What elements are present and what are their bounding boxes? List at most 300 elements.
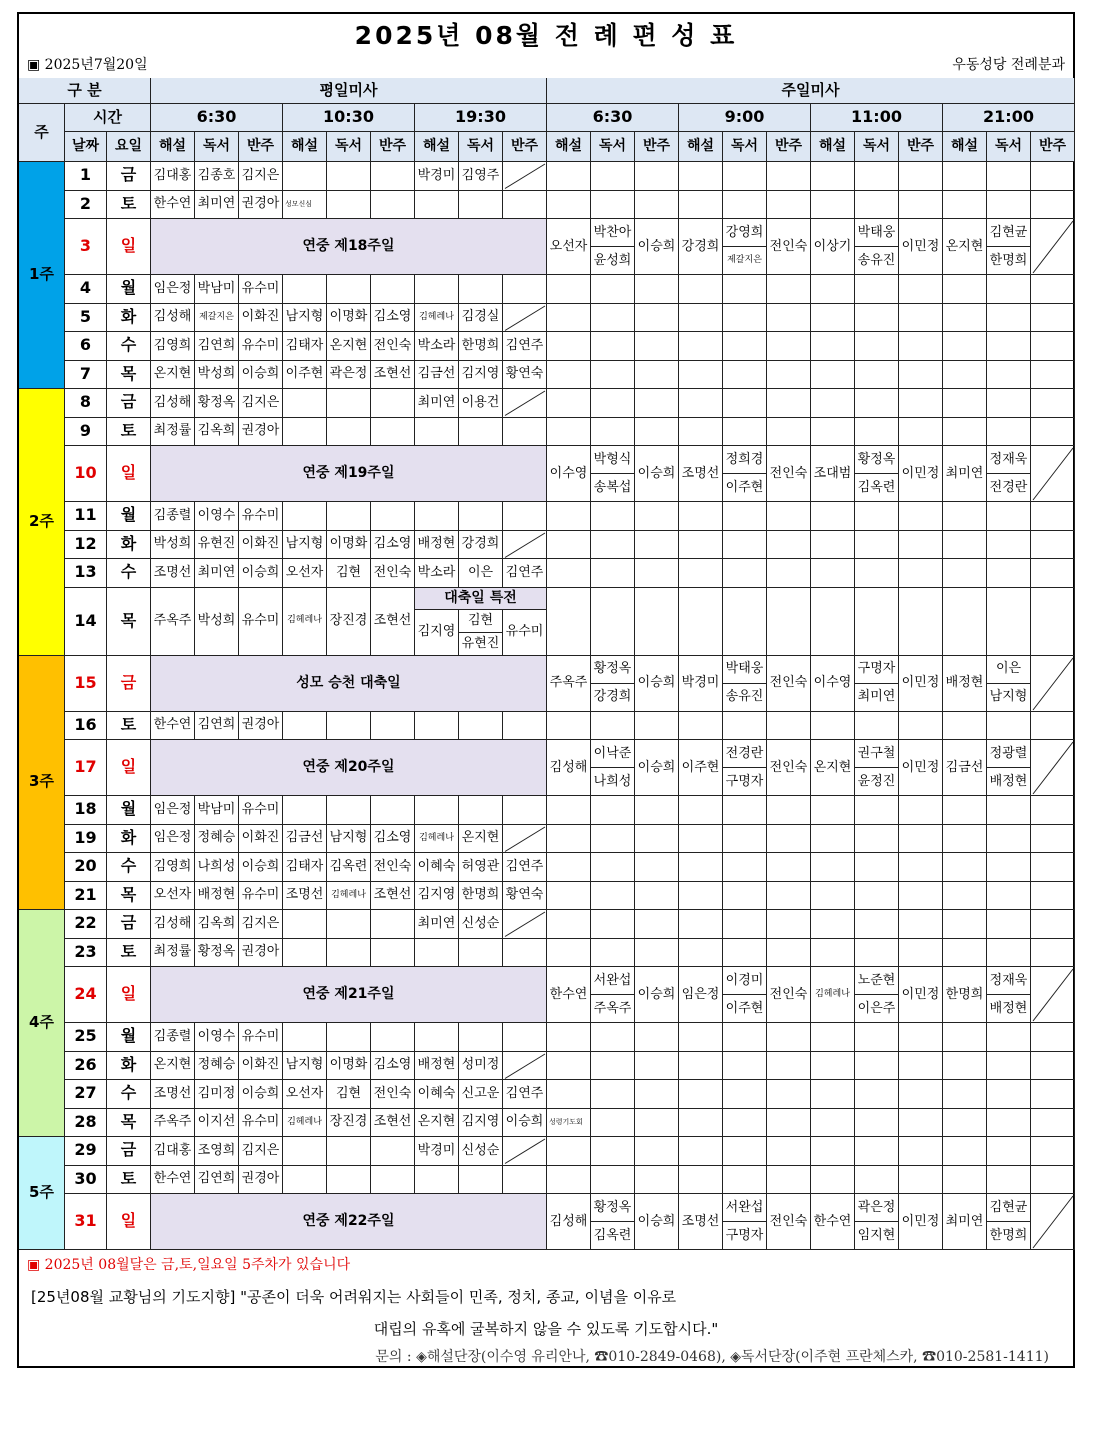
sunday-slot-empty [591, 1109, 635, 1138]
header-gubun: 구 분 [19, 78, 151, 104]
weekday-slot [371, 191, 415, 220]
sunday-slot-empty [679, 531, 723, 560]
sunday-slot-empty [767, 389, 811, 418]
sunday-commentary: 임은정 [679, 967, 723, 1023]
header-role-reading: 독서 [327, 132, 371, 162]
sunday-slot-empty [987, 825, 1031, 854]
date-cell: 5 [65, 304, 107, 333]
header-role-reading: 독서 [855, 132, 899, 162]
sunday-slot-empty [987, 910, 1031, 939]
weekday-slot [503, 191, 547, 220]
weekday-slot: 박소라 [415, 332, 459, 361]
weekday-slot [371, 1166, 415, 1195]
weekday-slot: 최정률 [151, 939, 195, 968]
weekday-slot: 최미연 [195, 191, 239, 220]
sunday-slot-empty [811, 559, 855, 588]
sunday-slot-empty [899, 939, 943, 968]
sunday-slot-empty [591, 162, 635, 191]
sunday-reader-1: 황정옥 [591, 656, 635, 684]
header-role-commentary: 해설 [943, 132, 987, 162]
sunday-slot-empty [943, 361, 987, 390]
sunday-slot-empty [767, 796, 811, 825]
header-time-4: 9:00 [679, 104, 811, 132]
schedule-sheet [17, 12, 1075, 1368]
header-role-accompaniment: 반주 [635, 132, 679, 162]
extra-note: 성령기도회 [547, 1109, 591, 1138]
sunday-reader-2: 송유진 [855, 247, 899, 275]
sunday-slot-empty [547, 389, 591, 418]
weekday-slot: 김헤레나 [283, 1109, 327, 1138]
weekday-slot: 이명화 [327, 304, 371, 333]
sunday-slot-empty [547, 418, 591, 447]
sunday-slot-empty [855, 1137, 899, 1166]
date-cell: 22 [65, 910, 107, 939]
sunday-slot-empty [987, 1052, 1031, 1081]
weekday-slot: 정혜승 [195, 825, 239, 854]
weekday-slot: 조명선 [151, 559, 195, 588]
sunday-slot-empty [547, 939, 591, 968]
sunday-accompaniment: 전인숙 [767, 1194, 811, 1250]
sunday-slot-empty [855, 588, 899, 656]
sunday-reader-2: 윤성희 [591, 247, 635, 275]
weekday-slot: 한수연 [151, 191, 195, 220]
weekday-slot: 김금선 [283, 825, 327, 854]
sunday-slot-empty [987, 588, 1031, 656]
date-cell: 15 [65, 656, 107, 712]
weekday-slot: 김헤레나 [327, 882, 371, 911]
sunday-slot-empty [591, 191, 635, 220]
sunday-slot-empty [987, 939, 1031, 968]
header-time-6: 21:00 [943, 104, 1075, 132]
date-cell: 21 [65, 882, 107, 911]
sunday-slot-empty [723, 1166, 767, 1195]
sunday-commentary: 김성해 [547, 740, 591, 796]
weekday-slot: 이영수 [195, 502, 239, 531]
weekday-slot: 최정률 [151, 418, 195, 447]
sunday-slot-empty [811, 910, 855, 939]
weekday-reader-2: 유현진 [459, 633, 503, 656]
sunday-slot-empty [723, 162, 767, 191]
sunday-slot-empty [1031, 825, 1075, 854]
sunday-slot-empty [635, 275, 679, 304]
sunday-accompaniment: 이민정 [899, 1194, 943, 1250]
weekday-slot [283, 796, 327, 825]
weekday-slot: 온지현 [327, 332, 371, 361]
weekday-slot [283, 1166, 327, 1195]
weekday-slot: 김소영 [371, 1052, 415, 1081]
date-cell: 6 [65, 332, 107, 361]
sunday-slot-empty [855, 162, 899, 191]
weekday-slot: 유수미 [503, 610, 547, 656]
sunday-reader-1: 서완섭 [723, 1194, 767, 1222]
sunday-slot-empty [899, 853, 943, 882]
sunday-commentary: 조대범 [811, 446, 855, 502]
sunday-title: 연중 제19주일 [151, 446, 547, 502]
sunday-commentary: 온지현 [943, 219, 987, 275]
weekday-slot-empty [503, 910, 547, 939]
weekday-slot [327, 796, 371, 825]
day-cell: 토 [107, 712, 151, 741]
date-cell: 29 [65, 1137, 107, 1166]
date-cell: 23 [65, 939, 107, 968]
sunday-slot-empty [1031, 332, 1075, 361]
day-cell: 일 [107, 967, 151, 1023]
day-cell: 화 [107, 1052, 151, 1081]
sunday-reader-2: 남지형 [987, 684, 1031, 712]
weekday-slot [327, 502, 371, 531]
sunday-slot-empty [987, 882, 1031, 911]
weekday-slot: 배정현 [415, 1052, 459, 1081]
sunday-accompaniment-empty [1031, 1194, 1075, 1250]
sunday-slot-empty [899, 275, 943, 304]
weekday-slot: 오선자 [283, 1080, 327, 1109]
sunday-reader-2: 강경희 [591, 684, 635, 712]
sunday-slot-empty [635, 825, 679, 854]
sunday-reader-2: 나희성 [591, 768, 635, 796]
sunday-slot-empty [899, 1109, 943, 1138]
weekday-slot: 김태자 [283, 853, 327, 882]
weekday-slot: 김옥련 [327, 853, 371, 882]
sunday-slot-empty [547, 162, 591, 191]
sunday-slot-empty [679, 191, 723, 220]
weekday-slot-empty [503, 389, 547, 418]
sunday-slot-empty [855, 882, 899, 911]
sunday-slot-empty [767, 304, 811, 333]
sunday-slot-empty [855, 1023, 899, 1052]
sunday-slot-empty [855, 191, 899, 220]
sunday-slot-empty [767, 712, 811, 741]
weekday-slot: 신성순 [459, 910, 503, 939]
sunday-slot-empty [987, 162, 1031, 191]
sunday-slot-empty [811, 1052, 855, 1081]
header-role-reading: 독서 [723, 132, 767, 162]
header-weekday-mass: 평일미사 [151, 78, 547, 104]
sunday-accompaniment: 이민정 [899, 967, 943, 1023]
sunday-slot-empty [591, 418, 635, 447]
weekday-slot: 한명희 [459, 332, 503, 361]
sunday-slot-empty [635, 1023, 679, 1052]
sunday-slot-empty [1031, 304, 1075, 333]
date-cell: 25 [65, 1023, 107, 1052]
sunday-accompaniment: 이민정 [899, 446, 943, 502]
weekday-slot: 최미연 [415, 910, 459, 939]
sunday-slot-empty [1031, 361, 1075, 390]
weekday-slot-empty [503, 1052, 547, 1081]
sunday-reader-2: 송복섭 [591, 474, 635, 502]
weekday-slot: 유수미 [239, 1109, 283, 1138]
sunday-slot-empty [855, 389, 899, 418]
weekday-slot: 이영수 [195, 1023, 239, 1052]
header-time-2: 19:30 [415, 104, 547, 132]
sunday-reader-2: 이은주 [855, 995, 899, 1023]
weekday-slot [327, 939, 371, 968]
sunday-slot-empty [855, 939, 899, 968]
sunday-reader-2: 한명희 [987, 1222, 1031, 1250]
day-cell: 금 [107, 910, 151, 939]
weekday-slot: 김지은 [239, 910, 283, 939]
header-role-commentary: 해설 [679, 132, 723, 162]
sunday-slot-empty [723, 882, 767, 911]
day-cell: 일 [107, 219, 151, 275]
sunday-slot-empty [767, 502, 811, 531]
weekday-slot: 허영관 [459, 853, 503, 882]
sunday-slot-empty [943, 853, 987, 882]
weekday-slot [459, 939, 503, 968]
weekday-slot [371, 389, 415, 418]
date-cell: 10 [65, 446, 107, 502]
sunday-slot-empty [855, 275, 899, 304]
weekday-slot [415, 1023, 459, 1052]
sunday-reader-1: 김현균 [987, 219, 1031, 247]
header-sunday-mass: 주일미사 [547, 78, 1075, 104]
weekday-slot-empty [503, 825, 547, 854]
weekday-slot: 남지형 [283, 531, 327, 560]
sunday-reader-1: 박형식 [591, 446, 635, 474]
sunday-commentary: 이주현 [679, 740, 723, 796]
sunday-slot-empty [679, 910, 723, 939]
weekday-slot: 신고운 [459, 1080, 503, 1109]
weekday-slot [415, 939, 459, 968]
weekday-slot: 김종호 [195, 162, 239, 191]
sunday-slot-empty [547, 502, 591, 531]
weekday-slot: 유수미 [239, 588, 283, 656]
sunday-slot-empty [855, 1166, 899, 1195]
sunday-slot-empty [547, 1023, 591, 1052]
weekday-slot: 한명희 [459, 882, 503, 911]
weekday-slot: 김영주 [459, 162, 503, 191]
date-cell: 31 [65, 1194, 107, 1250]
sunday-slot-empty [723, 191, 767, 220]
sunday-reader-1: 이낙준 [591, 740, 635, 768]
sunday-slot-empty [723, 712, 767, 741]
weekday-slot: 김대홍 [151, 1137, 195, 1166]
weekday-slot: 전인숙 [371, 559, 415, 588]
week-label: 4주 [19, 910, 65, 1137]
sunday-slot-empty [679, 712, 723, 741]
sunday-slot-empty [679, 304, 723, 333]
sunday-slot-empty [767, 275, 811, 304]
weekday-slot: 김성해 [151, 910, 195, 939]
weekday-slot: 김연주 [503, 853, 547, 882]
weekday-slot: 김지영 [459, 1109, 503, 1138]
day-cell: 화 [107, 531, 151, 560]
date-cell: 4 [65, 275, 107, 304]
weekday-slot [283, 1023, 327, 1052]
sunday-slot-empty [591, 853, 635, 882]
sunday-slot-empty [943, 275, 987, 304]
sunday-reader-2: 김옥련 [855, 474, 899, 502]
sunday-reader-1: 전경란 [723, 740, 767, 768]
sunday-accompaniment-empty [1031, 967, 1075, 1023]
sunday-slot-empty [591, 1137, 635, 1166]
sunday-slot-empty [855, 361, 899, 390]
sunday-slot-empty [987, 1080, 1031, 1109]
sunday-slot-empty [635, 191, 679, 220]
weekday-slot: 김지영 [415, 610, 459, 656]
sunday-slot-empty [1031, 939, 1075, 968]
sunday-slot-empty [987, 853, 1031, 882]
sunday-slot-empty [899, 1080, 943, 1109]
sunday-slot-empty [767, 588, 811, 656]
weekday-slot: 박성희 [151, 531, 195, 560]
sunday-slot-empty [591, 712, 635, 741]
weekday-slot [459, 275, 503, 304]
sunday-slot-empty [723, 1023, 767, 1052]
sunday-commentary: 온지현 [811, 740, 855, 796]
sunday-slot-empty [943, 910, 987, 939]
weekday-slot: 장진경 [327, 1109, 371, 1138]
weekday-slot: 권경아 [239, 939, 283, 968]
sunday-slot-empty [987, 531, 1031, 560]
weekday-slot [415, 418, 459, 447]
weekday-slot [283, 712, 327, 741]
sunday-slot-empty [679, 1080, 723, 1109]
weekday-slot [371, 1023, 415, 1052]
sunday-reader-2: 김옥련 [591, 1222, 635, 1250]
sunday-slot-empty [679, 882, 723, 911]
sunday-slot-empty [1031, 275, 1075, 304]
weekday-slot [459, 191, 503, 220]
sunday-slot-empty [899, 332, 943, 361]
weekday-slot: 남지형 [283, 1052, 327, 1081]
header-role-commentary: 해설 [547, 132, 591, 162]
day-cell: 목 [107, 882, 151, 911]
sunday-slot-empty [723, 910, 767, 939]
weekday-slot: 전인숙 [371, 1080, 415, 1109]
sunday-accompaniment: 이승희 [635, 219, 679, 275]
sunday-slot-empty [723, 1080, 767, 1109]
weekday-slot [283, 1137, 327, 1166]
schedule-table [19, 14, 1073, 1366]
sunday-commentary: 박경미 [679, 656, 723, 712]
weekday-slot [371, 275, 415, 304]
weekday-slot: 김지영 [459, 361, 503, 390]
weekday-slot: 권경아 [239, 1166, 283, 1195]
weekday-slot: 임은정 [151, 275, 195, 304]
sunday-title: 연중 제18주일 [151, 219, 547, 275]
sunday-slot-empty [943, 1080, 987, 1109]
sunday-slot-empty [591, 332, 635, 361]
sunday-reader-1: 곽은정 [855, 1194, 899, 1222]
weekday-slot: 유수미 [239, 796, 283, 825]
day-cell: 금 [107, 389, 151, 418]
sunday-title: 연중 제22주일 [151, 1194, 547, 1250]
week-label: 3주 [19, 656, 65, 911]
sunday-slot-empty [591, 531, 635, 560]
sunday-slot-empty [943, 502, 987, 531]
sunday-slot-empty [987, 418, 1031, 447]
sunday-slot-empty [899, 1052, 943, 1081]
sunday-slot-empty [547, 1166, 591, 1195]
sunday-slot-empty [547, 796, 591, 825]
sunday-slot-empty [547, 1080, 591, 1109]
header-time-0: 6:30 [151, 104, 283, 132]
weekday-slot: 남지형 [327, 825, 371, 854]
sunday-slot-empty [943, 588, 987, 656]
weekday-slot [283, 389, 327, 418]
sunday-slot-empty [679, 389, 723, 418]
sunday-reader-2: 구명자 [723, 768, 767, 796]
sunday-slot-empty [767, 1080, 811, 1109]
sunday-slot-empty [855, 502, 899, 531]
sunday-slot-empty [855, 1080, 899, 1109]
sunday-slot-empty [855, 1052, 899, 1081]
weekday-slot: 한수연 [151, 1166, 195, 1195]
sunday-slot-empty [943, 1052, 987, 1081]
weekday-slot: 조명선 [283, 882, 327, 911]
sunday-slot-empty [811, 853, 855, 882]
sunday-slot-empty [1031, 418, 1075, 447]
sunday-slot-empty [811, 275, 855, 304]
issue-date: ▣ 2025년7월20일 [27, 57, 148, 73]
sunday-slot-empty [899, 162, 943, 191]
day-cell: 수 [107, 853, 151, 882]
sunday-slot-empty [1031, 1052, 1075, 1081]
sunday-slot-empty [987, 191, 1031, 220]
sunday-slot-empty [547, 191, 591, 220]
sunday-slot-empty [987, 332, 1031, 361]
date-cell: 24 [65, 967, 107, 1023]
sunday-slot-empty [811, 531, 855, 560]
weekday-slot [327, 275, 371, 304]
sunday-slot-empty [767, 1109, 811, 1138]
sunday-slot-empty [855, 559, 899, 588]
weekday-slot: 이승희 [239, 853, 283, 882]
sunday-slot-empty [943, 191, 987, 220]
header-role-accompaniment: 반주 [503, 132, 547, 162]
header-role-accompaniment: 반주 [899, 132, 943, 162]
sunday-commentary: 최미연 [943, 1194, 987, 1250]
date-cell: 20 [65, 853, 107, 882]
header-role-reading: 독서 [459, 132, 503, 162]
weekday-slot: 유현진 [195, 531, 239, 560]
week-label: 5주 [19, 1137, 65, 1250]
header-time-5: 11:00 [811, 104, 943, 132]
sunday-slot-empty [679, 1166, 723, 1195]
sunday-slot-empty [811, 1023, 855, 1052]
sunday-accompaniment: 전인숙 [767, 446, 811, 502]
sunday-slot-empty [943, 825, 987, 854]
sunday-slot-empty [723, 275, 767, 304]
sunday-slot-empty [723, 1052, 767, 1081]
sunday-slot-empty [1031, 1137, 1075, 1166]
day-cell: 토 [107, 939, 151, 968]
weekday-slot [503, 418, 547, 447]
sunday-slot-empty [767, 418, 811, 447]
sunday-commentary: 조명선 [679, 446, 723, 502]
sunday-reader-1: 정재욱 [987, 446, 1031, 474]
sunday-slot-empty [943, 712, 987, 741]
sunday-slot-empty [943, 559, 987, 588]
header-time-3: 6:30 [547, 104, 679, 132]
sunday-reader-1: 정희경 [723, 446, 767, 474]
weekday-slot [283, 502, 327, 531]
weekday-slot [371, 796, 415, 825]
sunday-slot-empty [811, 191, 855, 220]
weekday-slot: 최미연 [195, 559, 239, 588]
sunday-slot-empty [679, 939, 723, 968]
sunday-slot-empty [635, 559, 679, 588]
weekday-slot: 김미정 [195, 1080, 239, 1109]
sunday-reader-1: 이은 [987, 656, 1031, 684]
sunday-slot-empty [767, 191, 811, 220]
sunday-slot-empty [635, 588, 679, 656]
weekday-slot: 김소영 [371, 825, 415, 854]
sunday-slot-empty [943, 1166, 987, 1195]
weekday-slot [371, 418, 415, 447]
header-role-reading: 독서 [987, 132, 1031, 162]
weekday-slot: 김지은 [239, 162, 283, 191]
